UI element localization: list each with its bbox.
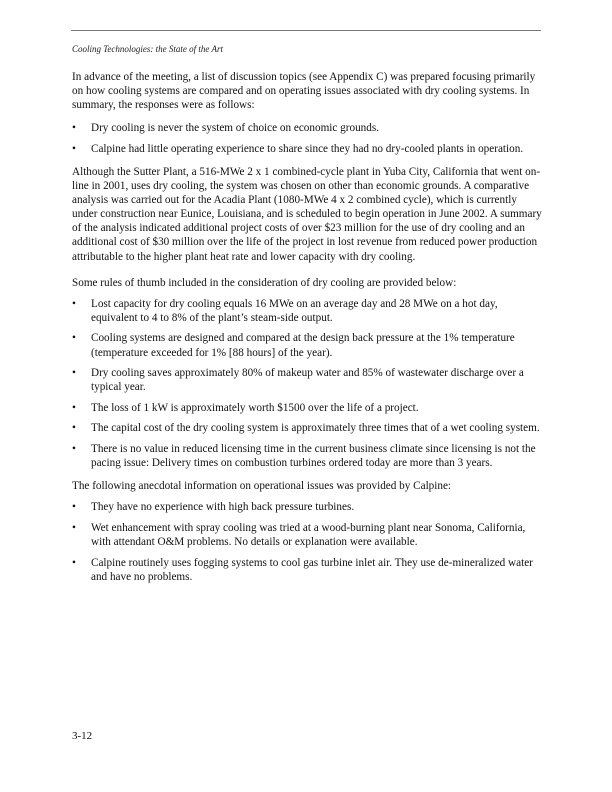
- bullet-icon: •: [72, 521, 76, 534]
- bullet-icon: •: [72, 142, 76, 155]
- list-item: • Dry cooling is never the system of choice on economic grounds.: [72, 122, 380, 135]
- list-item: • Calpine had little operating experience to share since they had no dry-cooled plants in operation.: [72, 142, 524, 155]
- bullet-icon: •: [72, 367, 76, 380]
- anecdotal-intro: The following anecdotal information on operational issues was provided by Calpine:: [72, 480, 452, 493]
- header-rule: [71, 30, 541, 31]
- intro-paragraph: In advance of the meeting, a list of discussion topics (see Appendix C) was prepared focusing primarily on how cooling systems are compared and on operating issues associated with dry cooling systems. In summary, the responses were as follows:: [72, 71, 536, 112]
- bullet-icon: •: [72, 501, 76, 514]
- sutter-acadia-paragraph: Although the Sutter Plant, a 516-MWe 2 x 1 combined-cycle plant in Yuba City, California that went on-line in 2001, uses dry cooling, the system was chosen on other than economic grounds. A comparative analysis was carried out for the Acadia Plant (1080-MWe 4 x 2 combined cycle), which is currently under construction near Eunice, Louisiana, and is scheduled to begin operation in June 2002. A summary of the analysis indicated additional project costs of over $23 million for the use of dry cooling and an additional cost of $30 million over the life of the project in lost revenue from reduced power production attributable to the higher plant heat rate and lower capacity with dry cooling.: [72, 165, 542, 263]
- rules-of-thumb-intro: Some rules of thumb included in the consideration of dry cooling are provided below:: [72, 276, 457, 289]
- document-body: [72, 70, 542, 593]
- responses-list: [72, 121, 542, 156]
- rules-of-thumb-list: [72, 297, 542, 470]
- bullet-icon: •: [72, 556, 76, 569]
- list-item: • The loss of 1 kW is approximately worth $1500 over the life of a project.: [72, 401, 419, 414]
- page-number: 3-12: [72, 730, 93, 742]
- bullet-icon: •: [72, 422, 76, 435]
- list-item: • They have no experience with high back pressure turbines.: [72, 501, 355, 514]
- list-item: • Wet enhancement with spray cooling was tried at a wood-burning plant near Sonoma, California, with attendant O&M problems. No details or explanation were available.: [72, 521, 526, 548]
- running-header-title: Cooling Technologies: the State of the Art: [72, 44, 223, 54]
- bullet-icon: •: [72, 122, 76, 135]
- bullet-icon: •: [72, 332, 76, 345]
- list-item: • There is no value in reduced licensing time in the current business climate since licensing is not the pacing issue: Delivery times on combustion turbines ordered today are more than 3 years.: [72, 442, 536, 470]
- list-item: • Cooling systems are designed and compared at the design back pressure at the 1% temperature (temperature exceeded for 1% [88 hours] of the year).: [72, 332, 515, 359]
- list-item: • The capital cost of the dry cooling system is approximately three times that of a wet cooling system.: [72, 422, 540, 435]
- anecdotal-list: [72, 500, 542, 583]
- bullet-icon: •: [72, 442, 76, 455]
- list-item: • Dry cooling saves approximately 80% of makeup water and 85% of wastewater discharge over a typical year.: [72, 367, 524, 394]
- list-item: • Calpine routinely uses fogging systems to cool gas turbine inlet air. They use de-mineralized water and have no problems.: [72, 556, 533, 583]
- bullet-icon: •: [72, 401, 76, 414]
- list-item: • Lost capacity for dry cooling equals 16 MWe on an average day and 28 MWe on a hot day, equivalent to 4 to 8% of the plant’s steam-side output.: [72, 297, 498, 324]
- bullet-icon: •: [72, 297, 76, 310]
